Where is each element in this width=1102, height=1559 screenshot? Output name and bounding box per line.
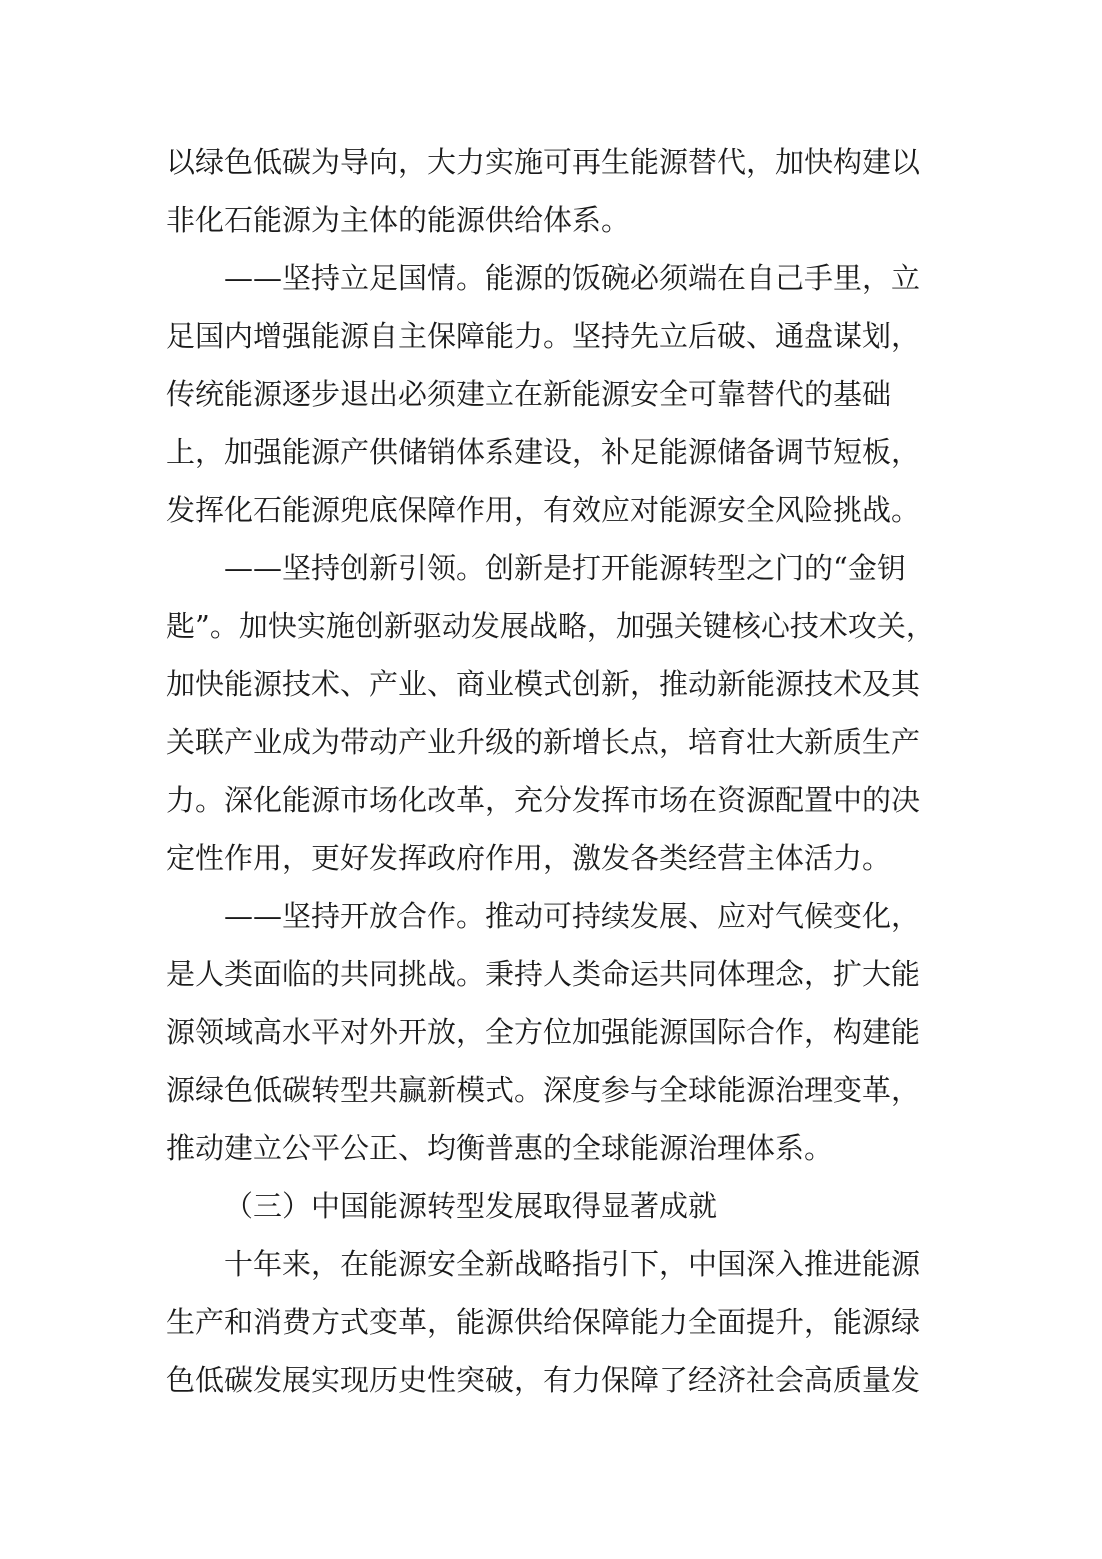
text-line: 是人类面临的共同挑战。秉持人类命运共同体理念，扩大能 xyxy=(166,957,921,991)
text-line: 上，加强能源产供储销体系建设，补足能源储备调节短板， xyxy=(166,435,921,469)
text-line: 匙”。加快实施创新驱动发展战略，加强关键核心技术攻关， xyxy=(166,609,935,643)
text-line: 以绿色低碳为导向，大力实施可再生能源替代，加快构建以 xyxy=(166,145,921,179)
text-line: 关联产业成为带动产业升级的新增长点，培育壮大新质生产 xyxy=(166,725,921,759)
text-line: 生产和消费方式变革，能源供给保障能力全面提升，能源绿 xyxy=(166,1305,921,1339)
paragraph-first-line: ——坚持开放合作。推动可持续发展、应对气候变化， xyxy=(224,899,921,933)
text-line: 力。深化能源市场化改革，充分发挥市场在资源配置中的决 xyxy=(166,783,921,817)
paragraph-first-line: 十年来，在能源安全新战略指引下，中国深入推进能源 xyxy=(224,1247,921,1281)
section-heading: （三）中国能源转型发展取得显著成就 xyxy=(224,1189,718,1223)
paragraph-first-line: ——坚持创新引领。创新是打开能源转型之门的“金钥 xyxy=(224,551,906,585)
text-line: 推动建立公平公正、均衡普惠的全球能源治理体系。 xyxy=(166,1131,834,1165)
text-line: 源绿色低碳转型共赢新模式。深度参与全球能源治理变革， xyxy=(166,1073,921,1107)
text-line: 足国内增强能源自主保障能力。坚持先立后破、通盘谋划， xyxy=(166,319,921,353)
text-line: 源领域高水平对外开放，全方位加强能源国际合作，构建能 xyxy=(166,1015,921,1049)
text-line: 发挥化石能源兜底保障作用，有效应对能源安全风险挑战。 xyxy=(166,493,921,527)
text-line: 色低碳发展实现历史性突破，有力保障了经济社会高质量发 xyxy=(166,1363,921,1397)
text-line: 传统能源逐步退出必须建立在新能源安全可靠替代的基础 xyxy=(166,377,892,411)
text-line: 定性作用，更好发挥政府作用，激发各类经营主体活力。 xyxy=(166,841,892,875)
text-line: 非化石能源为主体的能源供给体系。 xyxy=(166,203,631,237)
paragraph-first-line: ——坚持立足国情。能源的饭碗必须端在自己手里，立 xyxy=(224,261,921,295)
text-line: 加快能源技术、产业、商业模式创新，推动新能源技术及其 xyxy=(166,667,921,701)
